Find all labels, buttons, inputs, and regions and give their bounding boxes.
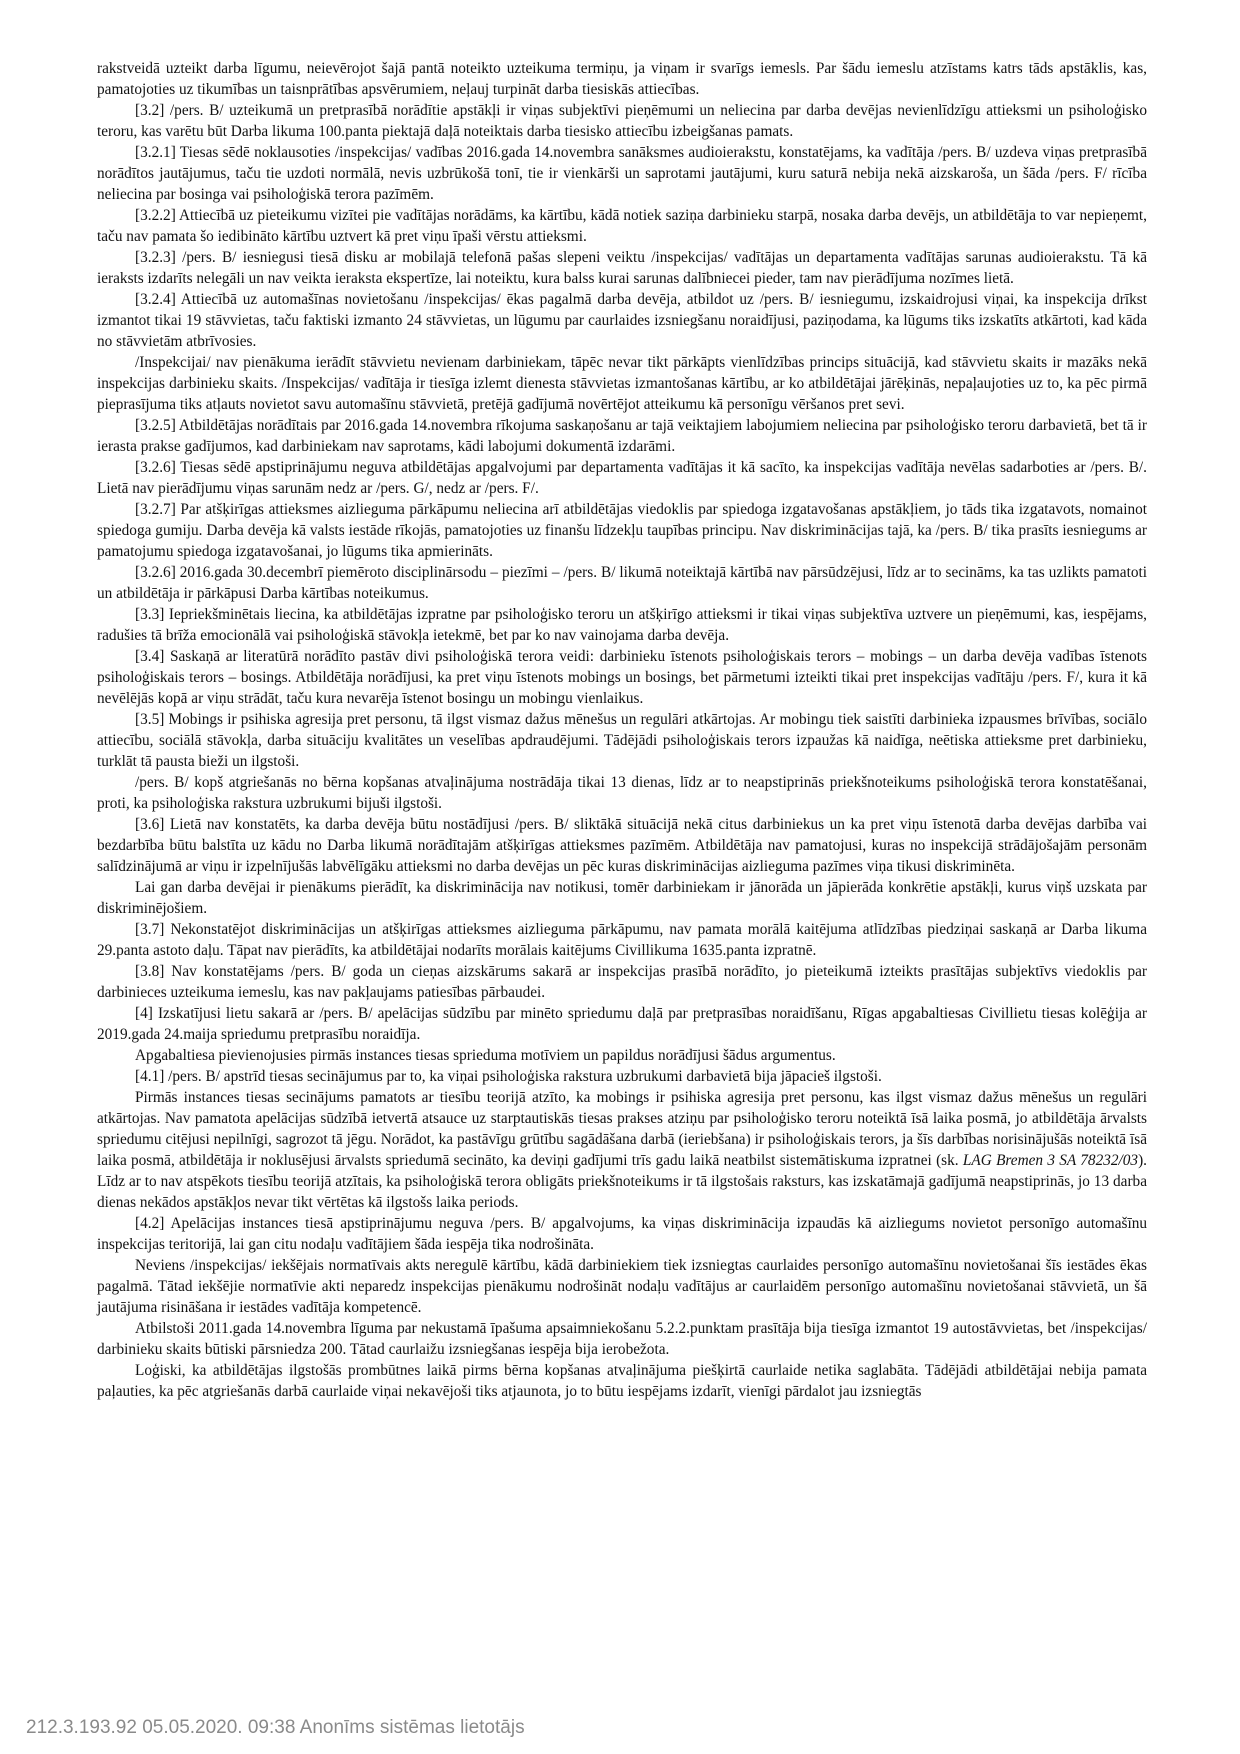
paragraph: Atbilstoši 2011.gada 14.novembra līguma par nekustamā īpašuma apsaimniekošanu 5.2.2.punktam prasītāja bija tiesīga izmantot 19 autostāvvietas, bet /inspekcijas/ darbinieku skaits būtiski pārsniedza 200. Tātad caurlaižu izsniegšanas iespēja bija ierobežota. — [97, 1320, 1147, 1358]
paragraph: [3.2.3] /pers. B/ iesniegusi tiesā disku ar mobilajā telefonā pašas slepeni veiktu /inspekcijas/ vadītājas un departamenta vadītājas sarunas audioierakstu. Tā kā ieraksts izdarīts nelegāli un nav veikta ieraksta ekspertīze, lai noteiktu, kura balss kurai sarunas dalībniecei pieder, tam nav pierādījuma nozīmes lietā. — [97, 249, 1147, 287]
paragraph: Apgabaltiesa pievienojusies pirmās instances tiesas sprieduma motīviem un papildus norādījusi šādus argumentus. — [135, 1047, 836, 1064]
paragraph-text: Pirmās instances tiesas secinājums pamatots ar tiesību teorijā atzīto, ka mobings ir psihiska agresija pret personu, kas ilgst vismaz dažus mēnešus un regulāri atkārtojas. Nav pamatota apelācijas sūdzībā ietvertā atsauce uz starptautiskās tiesas prakses atziņu par psiholoģisko teroru noteiktā īsā laika posmā, jo atbildētāja ārvalsts spriedumu citējusi nepilnīgi, sagrozot tā jēgu. Norādot, ka pastāvīgu grūtību sagādāšana darbā (ieriebšana) ir psiholoģiskais terors, ja šīs darbības norisinājušās noteiktā īsā laika posmā, atbildētāja ir noklusējusi ārvalsts spriedumā secināto, ka deviņi gadījumi trīs gadu laikā neatbilst sistemātiskuma izpratnei (sk. — [97, 1089, 1147, 1169]
paragraph-with-citation — [97, 1087, 1147, 1213]
paragraph: rakstveidā uzteikt darba līgumu, neievērojot šajā pantā noteikto uzteikuma termiņu, ja viņam ir svarīgs iemesls. Par šādu iemeslu atzīstams katrs tāds apstāklis, kas, pamatojoties uz tikumības un taisnprātības apsvērumiem, neļauj turpināt darba tiesiskās attiecības. — [97, 60, 1147, 98]
paragraph: [3.4] Saskaņā ar literatūrā norādīto pastāv divi psiholoģiskā terora veidi: darbinieku īstenots psiholoģiskais terors – mobings – un darba devēja vadības īstenots psiholoģiskais terors – bosings. Atbildētāja norādījusi, ka pret viņu īstenots mobings un bosings, bet pārmetumi izteikti tikai pret inspekcijas vadītāju /pers. F/, kura it kā nevēlējās kopā ar viņu strādāt, taču kura nevarēja īstenot bosingu un mobingu vienlaikus. — [97, 648, 1147, 707]
paragraph: [3.6] Lietā nav konstatēts, ka darba devēja būtu nostādījusi /pers. B/ sliktākā situācijā nekā citus darbiniekus un ka pret viņu īstenotā darba devējas darbība vai bezdarbība būtu balstīta uz kādu no Darba likumā norādītajām atšķirīgas attieksmes pazīmēm. Atbildētāja nav pamatojusi, kuras no inspekcijā strādājošajām personām salīdzinājumā ar viņu ir izpelnījušās labvēlīgāku attieksmi no darba devējas un pēc kuras diskriminācijas aizlieguma pazīmes viņa tikusi diskriminēta. — [97, 816, 1147, 875]
paragraph: Neviens /inspekcijas/ iekšējais normatīvais akts neregulē kārtību, kādā darbiniekiem tiek izsniegtas caurlaides personīgo automašīnu novietošanai šīs iestādes ēkas pagalmā. Tātad iekšējie normatīvie akti neparedz inspekcijas pienākumu nodrošināt nodaļu vadītājus ar caurlaidēm personīgo automašīnu novietošanai stāvvietā, un šā jautājuma risināšana ir iestādes vadītāja kompetencē. — [97, 1257, 1147, 1316]
paragraph: [4.1] /pers. B/ apstrīd tiesas secinājumus par to, ka viņai psiholoģiska rakstura uzbrukumi darbavietā bija jāpacieš ilgstoši. — [135, 1068, 882, 1085]
paragraph: [4.2] Apelācijas instances tiesā apstiprinājumu neguva /pers. B/ apgalvojums, ka viņas diskriminācija izpaudās kā aizliegums novietot personīgo automašīnu inspekcijas teritorijā, lai gan citu nodaļu vadītājiem šāda iespēja tika nodrošināta. — [97, 1215, 1147, 1253]
paragraph: [3.2.6] 2016.gada 30.decembrī piemēroto disciplinārsodu – piezīmi – /pers. B/ likumā noteiktajā kārtībā nav pārsūdzējusi, līdz ar to secināms, ka tas uzlikts pamatoti un atbildētāja ir pārkāpusi Darba kārtības noteikumus. — [97, 564, 1147, 602]
paragraph: [3.2.2] Attiecībā uz pieteikumu vizītei pie vadītājas norādāms, ka kārtību, kādā notiek saziņa darbinieku starpā, nosaka darba devējs, un atbildētāja to var nepieņemt, taču nav pamata šo iedibināto kārtību uztvert kā pret viņu īpaši vērstu attieksmi. — [97, 207, 1147, 245]
paragraph: /pers. B/ kopš atgriešanās no bērna kopšanas atvaļinājuma nostrādāja tikai 13 dienas, līdz ar to neapstiprinās priekšnoteikums psiholoģiskā terora konstatēšanai, proti, ka psiholoģiska rakstura uzbrukumi bijuši ilgstoši. — [97, 774, 1147, 812]
access-log-footer: 212.3.193.92 05.05.2020. 09:38 Anonīms sistēmas lietotājs — [26, 1717, 525, 1738]
paragraph: Loģiski, ka atbildētājas ilgstošās prombūtnes laikā pirms bērna kopšanas atvaļinājuma piešķirtā caurlaide netika saglabāta. Tādējādi atbildētājai nebija pamata paļauties, ka pēc atgriešanās darbā caurlaide viņai nekavējoši tiks atjaunota, jo to būtu iespējams izdarīt, vienīgi pārdalot jau izsniegtās — [97, 1362, 1147, 1400]
paragraph: [3.2.7] Par atšķirīgas attieksmes aizlieguma pārkāpumu neliecina arī atbildētājas viedoklis par spiedoga izgatavošanas apstākļiem, jo tāds tika izgatavots, nomainot spiedoga gumiju. Darba devēja kā valsts iestāde rīkojās, pamatojoties uz finanšu līdzekļu taupības principu. Nav diskriminācijas tajā, ka /pers. B/ tika prasīts iesniegums ar pamatojumu spiedoga izgatavošanai, jo lūgums tika apmierināts. — [97, 501, 1147, 560]
paragraph: [3.8] Nav konstatējams /pers. B/ goda un cieņas aizskārums sakarā ar inspekcijas prasībā norādīto, jo pieteikumā izteikts prasītājas subjektīvs viedoklis par darbinieces uzteikuma iemeslu, kas nav pakļaujams patiesības pārbaudei. — [97, 963, 1147, 1001]
paragraph: [3.2.5] Atbildētājas norādītais par 2016.gada 14.novembra rīkojuma saskaņošanu ar tajā veiktajiem labojumiem neliecina par psiholoģisko teroru darbavietā, bet tā ir ierasta prakse gadījumos, kad darbiniekam nav saprotams, kādi labojumi dokumentā izdarāmi. — [97, 417, 1147, 455]
paragraph: [3.2.4] Attiecībā uz automašīnas novietošanu /inspekcijas/ ēkas pagalmā darba devēja, atbildot uz /pers. B/ iesniegumu, izskaidrojusi viņai, ka inspekcija drīkst izmantot tikai 19 stāvvietas, taču faktiski izmanto 24 stāvvietas, un lūgumu par caurlaides izsniegšanu noraidījusi, paziņodama, ka lūgums tiks izskatīts atkārtoti, kad kāda no stāvvietām atbrīvosies. — [97, 291, 1147, 350]
paragraph: /Inspekcijai/ nav pienākuma ierādīt stāvvietu nevienam darbiniekam, tāpēc nevar tikt pārkāpts vienlīdzības princips situācijā, kad stāvvietu skaits ir mazāks nekā inspekcijas darbinieku skaits. /Inspekcijas/ vadītāja ir tiesīga izlemt dienesta stāvvietas izmantošanas kārtību, ar ko atbildētājai jārēķinās, nepaļaujoties uz to, ka pēc pirmā pieprasījuma tiks atļauts novietot savu automašīnu stāvvietā, pretējā gadījumā novērtējot atteikumu kā personīgu vēršanos pret sevi. — [97, 354, 1147, 413]
paragraph: [4] Izskatījusi lietu sakarā ar /pers. B/ apelācijas sūdzību par minēto spriedumu daļā par pretprasības noraidīšanu, Rīgas apgabaltiesas Civillietu tiesas kolēģija ar 2019.gada 24.maija spriedumu pretprasību noraidīja. — [97, 1005, 1147, 1043]
paragraph: [3.2] /pers. B/ uzteikumā un pretprasībā norādītie apstākļi ir viņas subjektīvi pieņēmumi un neliecina par darba devējas nevienlīdzīgu attieksmi un psiholoģisko teroru, kas varētu būt Darba likuma 100.panta piektajā daļā noteiktais darba tiesisko attiecību izbeigšanas pamats. — [97, 102, 1147, 140]
paragraph: [3.5] Mobings ir psihiska agresija pret personu, tā ilgst vismaz dažus mēnešus un regulāri atkārtojas. Ar mobingu tiek saistīti darbinieka izpausmes brīvības, sociālo attiecību, sociālā stāvokļa, darba situāciju kvalitātes un veselības apdraudējumi. Tādējādi psiholoģiskais terors izpaužas kā naidīga, neētiska attieksme pret darbinieku, turklāt tā pausta bieži un ilgstoši. — [97, 711, 1147, 770]
paragraph: [3.2.1] Tiesas sēdē noklausoties /inspekcijas/ vadības 2016.gada 14.novembra sanāksmes audioierakstu, konstatējams, ka vadītāja /pers. B/ uzdeva viņas pretprasībā norādītos jautājumus, taču tie uzdoti normālā, nevis uzbrūkošā tonī, tie ir vienkārši un saprotami jautājumi, kuru saturā nebija nekā aizskaroša, un šāda /pers. F/ rīcība neliecina par bosinga vai psiholoģiskā terora pazīmēm. — [97, 144, 1147, 203]
paragraph: [3.3] Iepriekšminētais liecina, ka atbildētājas izpratne par psiholoģisko teroru un atšķirīgo attieksmi ir tikai viņas subjektīva uztvere un pieņēmumi, kas, iespējams, radušies tā brīža emocionālā vai psiholoģiskā stāvokļa ietekmē, bet par ko nav vainojama darba devēja. — [97, 606, 1147, 644]
paragraph: Lai gan darba devējai ir pienākums pierādīt, ka diskriminācija nav notikusi, tomēr darbiniekam ir jānorāda un jāpierāda konkrētie apstākļi, kurus viņš uzskata par diskriminējošiem. — [97, 879, 1147, 917]
paragraph-text-continued: ). Līdz ar to nav atspēkots tiesību teorijā atzītais, ka psiholoģiskā terora obligāts priekšnoteikums ir tā ilgstošais raksturs, kas izskatāmajā gadījumā neapstiprinās, jo 13 darba dienas nekādos apstākļos nevar tikt vērtētas kā ilgstošs laika periods. — [97, 1152, 1147, 1211]
document-body — [97, 58, 1147, 1402]
paragraph: [3.2.6] Tiesas sēdē apstiprinājumu neguva atbildētājas apgalvojumi par departamenta vadītājas it kā sacīto, ka inspekcijas vadītāja nevēlas sadarboties ar /pers. B/. Lietā nav pierādījumu viņas sarunām nedz ar /pers. G/, nedz ar /pers. F/. — [97, 459, 1147, 497]
case-citation: LAG Bremen 3 SA 78232/03 — [962, 1152, 1139, 1169]
paragraph: [3.7] Nekonstatējot diskriminācijas un atšķirīgas attieksmes aizlieguma pārkāpumu, nav pamata morālā kaitējuma atlīdzības piedziņai saskaņā ar Darba likuma 29.panta astoto daļu. Tāpat nav pierādīts, ka atbildētājai nodarīts morālais kaitējums Civillikuma 1635.panta izpratnē. — [97, 921, 1147, 959]
